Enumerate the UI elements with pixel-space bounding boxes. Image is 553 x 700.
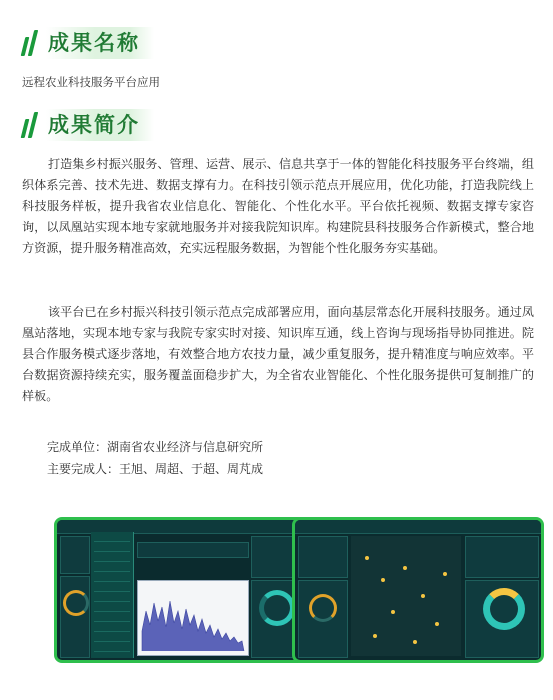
completing-unit: 完成单位：湖南省农业经济与信息研究所 [47,440,264,454]
pie-ring [259,590,295,626]
intro-paragraph-1: 打造集乡村振兴服务、管理、运营、展示、信息共享于一体的智能化科技服务平台终端，组织体系完善、技术先进、数据支撑有力。在科技引领示范点开展应用，优化功能，打造我院线上科技服务样板，提升我省农业信息化、智能化、个性化水平。平台依托视频、数据支撑专家咨询，以凤凰站实现本地专家就地服务并对接我院知识库。构建院县科技服务合作新模式，整合地方资源，提升服务精准高效，充实远程服务数据，为智能个性化服务夯实基础。 [22,157,534,255]
side-menu [91,532,134,658]
dashboard-panel [465,536,539,578]
heading-accent-icon [20,30,40,56]
pie-ring [483,588,525,630]
result-intro-title: 成果简介 [46,109,154,141]
main-contributors: 主要完成人：王旭、周超、于超、周芃成 [47,462,264,476]
map-area [351,536,461,656]
dashboard-panel [60,576,90,658]
dashboard-screenshot-2 [292,517,544,663]
dashboard-panel [298,536,348,578]
gauge-ring [63,590,89,616]
dashboard-panel [137,542,249,558]
result-intro-heading [20,109,154,141]
result-name-heading [20,27,154,59]
intro-paragraph-2: 该平台已在乡村振兴科技引领示范点完成部署应用，面向基层常态化开展科技服务。通过凤凰站落地，实现本地专家与我院专家实时对接、知识库互通，线上咨询与现场指导协同推进。院县合作服务模式逐步落地，有效整合地方农技力量，减少重复服务，提升精准度与响应效率。平台数据资源持续充实，服务覆盖面稳步扩大，为全省农业智能化、个性化服务提供可复制推广的样板。 [22,305,534,403]
chart-area [137,580,249,656]
dashboard-topbar [295,520,541,534]
gauge-ring [309,594,337,622]
result-name-title: 成果名称 [46,27,154,59]
heading-accent-icon [20,112,40,138]
result-name-value: 远程农业科技服务平台应用 [22,75,160,89]
dashboard-panel [60,536,90,574]
dashboard-screenshot-1 [54,517,306,663]
